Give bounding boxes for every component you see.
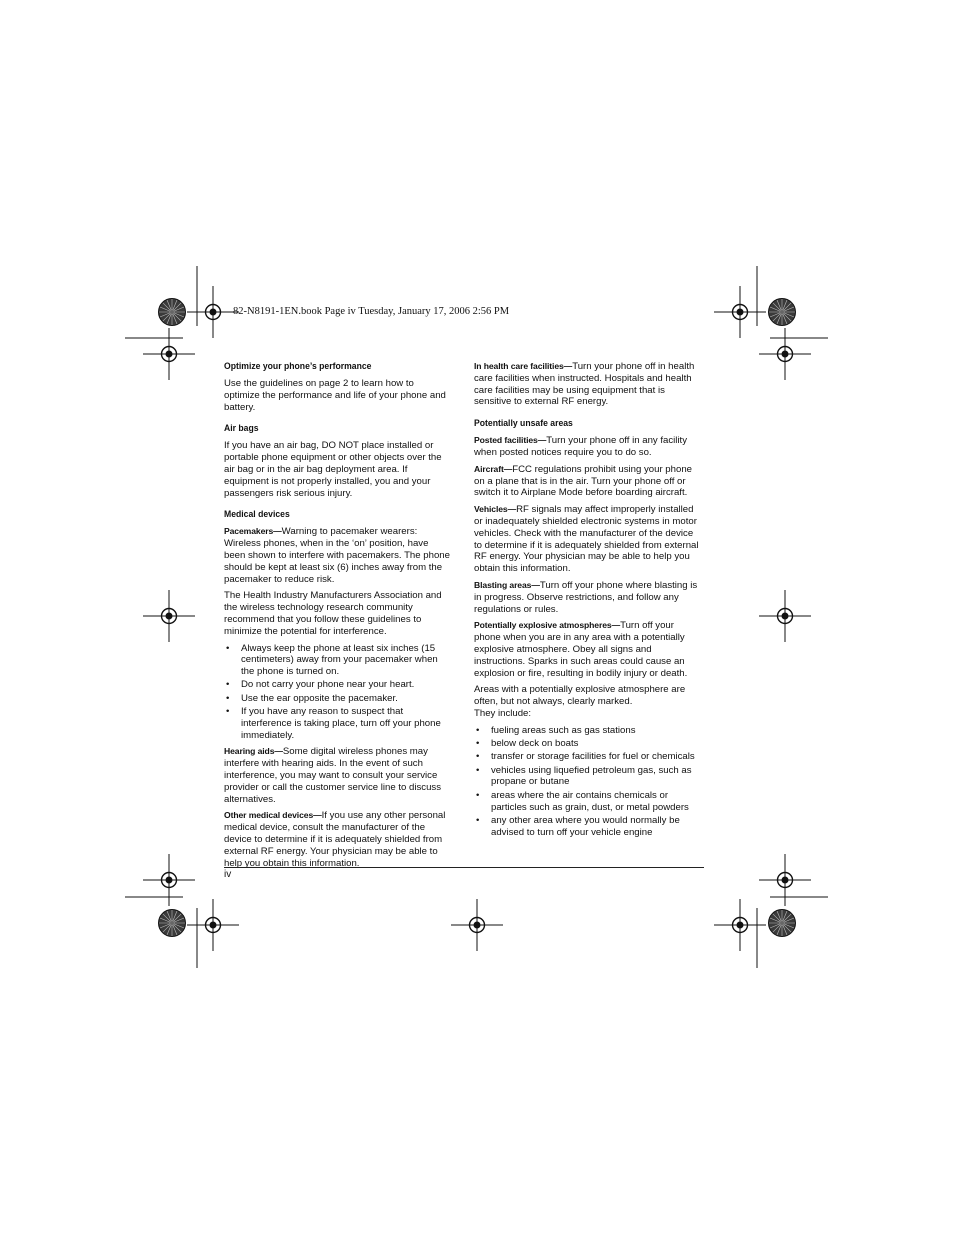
registration-mark-icon — [451, 899, 503, 951]
list-item: • Use the ear opposite the pacemaker. — [224, 693, 452, 705]
term-label: Other medical devices— — [224, 810, 322, 821]
page-number: iv — [224, 869, 232, 880]
paragraph: Aircraft—FCC regulations prohibit using your phone on a plane that is in the air. Turn your phone off or switch it to Airplane Mode before boarding aircraft. — [474, 463, 692, 499]
section-heading: Air bags — [224, 423, 259, 435]
registration-mark-icon — [187, 899, 239, 951]
left-column — [224, 361, 452, 874]
paragraph: Posted facilities—Turn your phone off in any facility when posted notices require you to do so. — [474, 435, 688, 458]
section-heading: Potentially unsafe areas — [474, 418, 573, 430]
list-item: • transfer or storage facilities for fuel or chemicals — [474, 751, 702, 763]
paragraph: They include: — [474, 707, 532, 719]
paragraph: Hearing aids—Some digital wireless phones may interfere with hearing aids. In the event of such interference, you may want to consult your service provider or call the customer service line to discuss alternatives. — [224, 746, 442, 805]
registration-mark-icon — [143, 590, 195, 642]
list-item: • fueling areas such as gas stations — [474, 725, 702, 737]
list-item: • vehicles using liquefied petroleum gas, such as propane or butane — [474, 765, 702, 789]
term-label: Posted facilities— — [474, 435, 547, 446]
paragraph: Vehicles—RF signals may affect improperly installed or inadequately shielded electronic systems in motor vehicles. Check with the manufacturer of the device to determine if it is adequately shielded from external RF energy. Your physician may be able to help you obtain this information. — [474, 504, 699, 575]
registration-mark-icon — [143, 854, 195, 906]
term-label: In health care facilities— — [474, 361, 573, 371]
registration-mark-icon — [759, 854, 811, 906]
term-label: Aircraft— — [474, 463, 513, 474]
paragraph: Use the guidelines on page 2 to learn how to optimize the performance and life of your phone and battery. — [224, 378, 446, 413]
list-item: • If you have any reason to suspect that interference is taking place, turn off your phone immediately. — [224, 706, 452, 741]
list-item: • Do not carry your phone near your heart. — [224, 679, 452, 691]
list-item: • Always keep the phone at least six inches (15 centimeters) away from your pacemaker when the phone is turned on. — [224, 643, 452, 678]
section-heading: Medical devices — [224, 509, 290, 521]
footer-rule — [224, 867, 704, 868]
bullet-list — [224, 643, 452, 742]
paragraph: Potentially explosive atmospheres—Turn off your phone when you are in any area with a potentially explosive atmosphere. Obey all signs and instructions. Sparks in such areas could cause an explosion or fire, resulting in bodily injury or death. — [474, 620, 688, 679]
registration-mark-icon — [759, 590, 811, 642]
term-label: Blasting areas— — [474, 579, 540, 590]
bullet-list — [474, 725, 702, 839]
paragraph: In health care facilities—Turn your phone off in health care facilities when instructed. Hospitals and health care facilities may be using equipment that is sensitive to external RF energy. — [474, 361, 695, 408]
print-slug: 82-N8191-1EN.book Page iv Tuesday, January 17, 2006 2:56 PM — [233, 306, 510, 317]
term-label: Hearing aids— — [224, 746, 283, 757]
registration-mark-icon — [143, 328, 195, 380]
term-label: Potentially explosive atmospheres— — [474, 620, 621, 631]
registration-mark-icon — [714, 899, 766, 951]
star-target-icon — [769, 910, 796, 937]
list-item: • any other area where you would normally be advised to turn off your vehicle engine — [474, 815, 702, 839]
term-label: Vehicles— — [474, 504, 517, 515]
paragraph: Blasting areas—Turn off your phone where blasting is in progress. Observe restrictions, and follow any regulations or rules. — [474, 579, 698, 615]
list-item: • below deck on boats — [474, 738, 702, 750]
registration-mark-icon — [187, 286, 239, 338]
star-target-icon — [769, 299, 796, 326]
star-target-icon — [159, 910, 186, 937]
paragraph: Other medical devices—If you use any other personal medical device, consult the manufacturer of the device to determine if it is adequately shielded from external RF energy. Your physician may be able to help you obtain this information. — [224, 810, 446, 869]
paragraph: If you have an air bag, DO NOT place installed or portable phone equipment or other objects over the air bag or in the air bag deployment area. If equipment is not properly installed, you and your passengers risk serious injury. — [224, 440, 442, 499]
paragraph: Pacemakers—Warning to pacemaker wearers: Wireless phones, when in the ‘on’ position, have been shown to interfere with pacemakers. The phone should be kept at least six (6) inches away from the pacemaker to reduce risk. — [224, 526, 450, 585]
star-target-icon — [159, 299, 186, 326]
paragraph: The Health Industry Manufacturers Association and the wireless technology research community recommend that you follow these guidelines to minimize the potential for interference. — [224, 590, 442, 637]
term-label: Pacemakers— — [224, 526, 282, 537]
list-item: • areas where the air contains chemicals or particles such as grain, dust, or metal powders — [474, 790, 702, 814]
registration-mark-icon — [714, 286, 766, 338]
section-heading: Optimize your phone’s performance — [224, 361, 372, 372]
right-column — [474, 361, 702, 843]
paragraph: Areas with a potentially explosive atmosphere are often, but not always, clearly marked. — [474, 684, 686, 708]
registration-mark-icon — [759, 328, 811, 380]
